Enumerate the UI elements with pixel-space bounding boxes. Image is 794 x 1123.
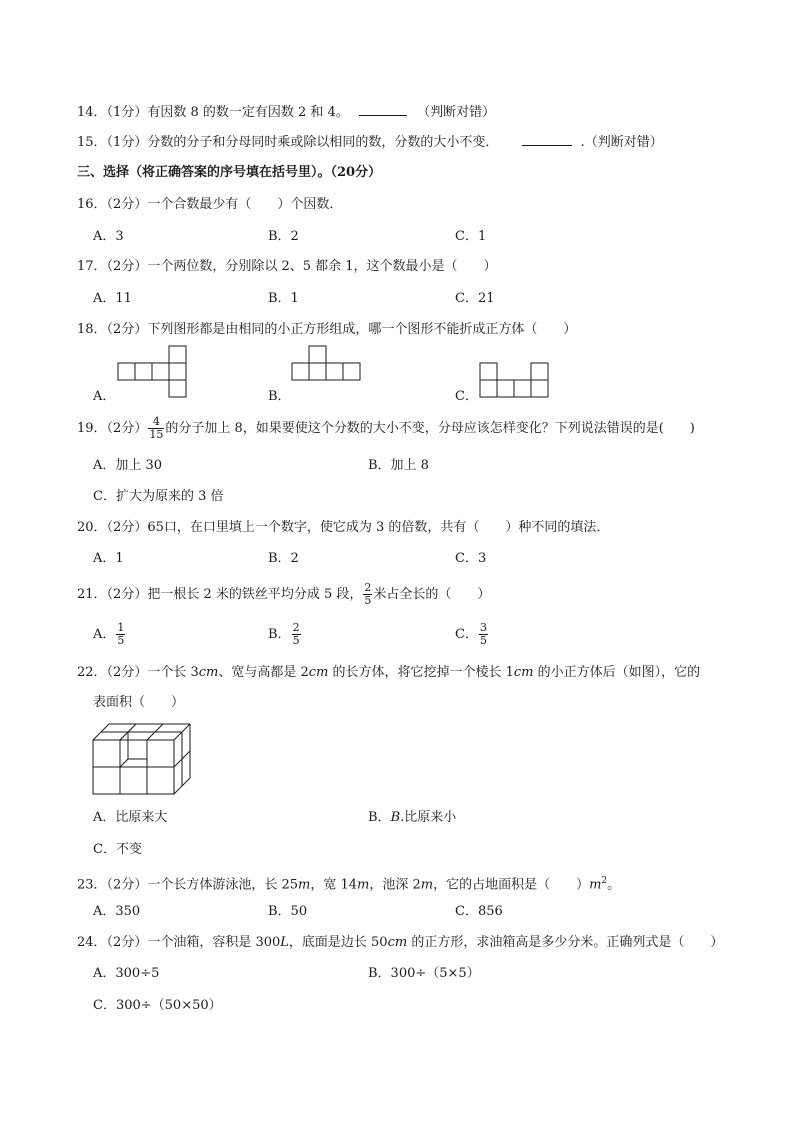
net-figure-a: [118, 346, 188, 398]
question-21-suffix: 米占全长的（ ）: [373, 587, 491, 602]
net-figure-b: [292, 346, 364, 382]
option-label: A．: [93, 627, 116, 642]
q20-option-b[interactable]: B．2: [268, 551, 299, 566]
fraction-denominator: 5: [117, 634, 125, 647]
fraction-denominator: 5: [292, 634, 300, 647]
q19-option-c[interactable]: C．扩大为原来的 3 倍: [93, 489, 224, 504]
fraction-denominator: 15: [149, 428, 164, 441]
q18-option-b[interactable]: B．: [268, 389, 291, 404]
q17-option-b[interactable]: B．1: [268, 291, 299, 306]
q22-option-c[interactable]: C．不变: [93, 842, 142, 857]
option-label: B．: [368, 810, 391, 825]
q16-option-c[interactable]: C．1: [455, 229, 487, 244]
answer-blank-14[interactable]: [359, 103, 407, 116]
q24-option-a[interactable]: A．300÷5: [93, 966, 160, 981]
q21-option-c[interactable]: [455, 620, 489, 650]
section-heading-choice: 三、选择（将正确答案的序号填在括号里）。（20分）: [77, 165, 382, 180]
option-label: B．: [268, 627, 291, 642]
q21-option-a[interactable]: [93, 620, 126, 650]
fraction-numerator: 1: [117, 621, 125, 634]
fraction-denominator: 5: [364, 594, 372, 607]
q18-option-a[interactable]: A．: [93, 389, 116, 404]
q19-option-a[interactable]: A．加上 30: [93, 458, 163, 473]
q17-option-a[interactable]: A．11: [93, 291, 132, 306]
q23-option-a[interactable]: A．350: [93, 904, 141, 919]
question-15: [77, 133, 663, 152]
fraction-numerator: 2: [292, 621, 300, 634]
superscript-2: 2: [601, 876, 608, 886]
fraction-2-5: [363, 582, 372, 607]
question-14: [77, 103, 495, 122]
net-figure-c: [480, 363, 552, 399]
q16-option-a[interactable]: A．3: [93, 229, 124, 244]
q23-text-4: ，它的占地面积是（ ）: [433, 877, 590, 893]
q18-option-c[interactable]: C．: [455, 389, 478, 404]
question-23: [77, 872, 620, 894]
option-label: C．: [455, 627, 478, 642]
q23-option-c[interactable]: C．856: [455, 904, 503, 919]
unit-m: m: [357, 877, 370, 893]
question-19: [77, 414, 695, 444]
question-15-tail: .（判断对错）: [580, 135, 663, 150]
option-text: .比原来小: [400, 810, 457, 825]
question-24: [77, 934, 723, 952]
question-19-prefix: 19．（2分）: [77, 421, 148, 436]
unit-l: L: [280, 935, 289, 950]
q23-text-2: ，宽 14: [310, 877, 358, 893]
question-22-line1: [77, 664, 700, 682]
question-15-text: 15．（1分）分数的分子和分母同时乘或除以相同的数，分数的大小不变．: [77, 135, 499, 150]
fraction-2-5: [292, 622, 301, 647]
fraction-1-5: [116, 622, 125, 647]
q22-option-a[interactable]: A．比原来大: [93, 810, 168, 825]
unit-m: m: [298, 877, 311, 893]
question-20-text: 20．（2分）65口，在口里填上一个数字，使它成为 3 的倍数，共有（ ）种不同的填法．: [77, 520, 610, 535]
unit-m: m: [589, 877, 602, 893]
answer-blank-15[interactable]: [522, 133, 572, 146]
q17-option-c[interactable]: C．21: [455, 291, 495, 306]
q20-option-c[interactable]: C．3: [455, 551, 487, 566]
q24-option-b[interactable]: B．300÷（5×5）: [368, 966, 480, 981]
question-16-text: 16．（2分）一个合数最少有（ ）个因数．: [77, 197, 343, 212]
q24-option-c[interactable]: C．300÷（50×50）: [93, 998, 222, 1013]
q23-text-3: ，池深 2: [369, 877, 421, 893]
question-21-prefix: 21．（2分）把一根长 2 米的铁丝平均分成 5 段，: [77, 587, 363, 602]
q23-end: 。: [607, 877, 621, 893]
q24-text-3: 的正方形，求油箱高是多少分米。正确列式是（ ）: [407, 935, 724, 950]
fraction-denominator: 5: [479, 634, 487, 647]
q22-text-4: 的小正方体后（如图），它的: [533, 665, 701, 680]
q24-text-2: ，底面是边长 50: [288, 935, 388, 950]
q16-option-b[interactable]: B．2: [268, 229, 299, 244]
unit-m: m: [420, 877, 434, 893]
q23-option-b[interactable]: B．50: [268, 904, 308, 919]
unit-cm: cm: [308, 665, 329, 680]
q22-text-3: 的长方体，将它挖掉一个棱长 1: [328, 665, 514, 680]
q23-text-1: 23．（2分）一个长方体游泳池，长 25: [77, 877, 298, 893]
fraction-numerator: 3: [479, 621, 487, 634]
question-22-line2: 表面积（ ）: [93, 695, 185, 710]
question-17-text: 17．（2分）一个两位数，分别除以 2、5 都余 1，这个数最小是（ ）: [77, 259, 497, 274]
question-19-suffix: 的分子加上 8，如果要使这个分数的大小不变，分母应该怎样变化？下列说法错误的是( ): [165, 421, 695, 436]
cuboid-figure: [93, 722, 193, 798]
q20-option-a[interactable]: A．1: [93, 551, 124, 566]
question-14-text: 14．（1分）有因数 8 的数一定有因数 2 和 4。: [77, 105, 349, 120]
q22-option-b[interactable]: [368, 809, 456, 827]
unit-cm: cm: [513, 665, 534, 680]
unit-cm: cm: [387, 935, 408, 950]
q19-option-b[interactable]: B．加上 8: [368, 458, 429, 473]
q22-text-2: 、宽与高都是 2: [218, 665, 309, 680]
q22-text-1: 22．（2分）一个长 3: [77, 665, 199, 680]
fraction-4-15: [148, 416, 164, 441]
question-14-tail: （判断对错）: [417, 105, 496, 120]
q24-text-1: 24．（2分）一个油箱，容积是 300: [77, 935, 281, 950]
option-letter: B: [390, 810, 401, 825]
q21-option-b[interactable]: [268, 620, 302, 650]
question-21: [77, 580, 490, 610]
fraction-3-5: [479, 622, 488, 647]
fraction-numerator: 4: [152, 415, 160, 428]
unit-cm: cm: [198, 665, 219, 680]
question-18-text: 18．（2分）下列图形都是由相同的小正方形组成，哪一个图形不能折成正方体（ ）: [77, 322, 577, 337]
fraction-numerator: 2: [364, 581, 372, 594]
